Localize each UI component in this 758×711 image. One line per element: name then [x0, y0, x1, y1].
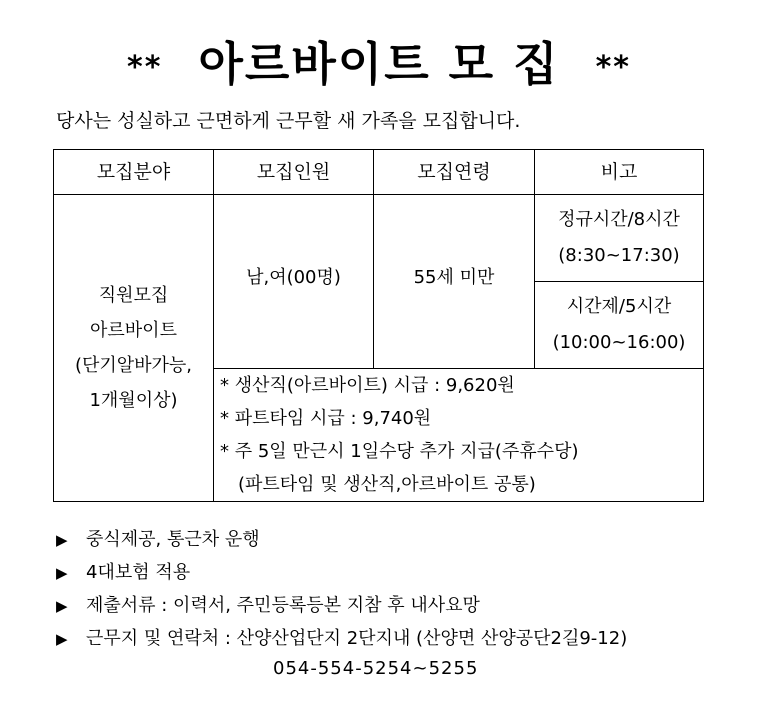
list-item-text: 제출서류 : 이력서, 주민등록등본 지참 후 내사요망: [86, 595, 480, 616]
contact-phone: 054-554-5254~5255: [273, 658, 479, 679]
note-line: 정규시간/8시간: [558, 209, 680, 230]
note-line: 시간제/5시간: [566, 296, 672, 317]
list-item-text: 4대보험 적용: [86, 562, 191, 583]
field-cell: [54, 195, 214, 502]
page-title: [0, 28, 758, 94]
list-item: [56, 523, 627, 556]
bullet-list: [56, 523, 627, 655]
note-cell-parttime: [535, 282, 704, 369]
intro-text: 당사는 성실하고 근면하게 근무할 새 가족을 모집합니다.: [56, 110, 521, 132]
header-age: 모집연령: [374, 150, 535, 195]
wage-line: * 주 5일 만근시 1일수당 추가 지급(주휴수당): [220, 441, 579, 462]
note-line: (10:00~16:00): [552, 332, 686, 353]
list-item-text: 중식제공, 통근차 운행: [86, 529, 260, 550]
header-field: 모집분야: [54, 150, 214, 195]
triangle-right-icon: ▶: [56, 564, 68, 582]
wage-line: (파트타임 및 생산직,아르바이트 공통): [238, 474, 536, 495]
title-right-stars: **: [595, 50, 631, 85]
recruitment-table: [53, 149, 704, 502]
triangle-right-icon: ▶: [56, 597, 68, 615]
field-line: 1개월이상): [89, 390, 178, 411]
headcount-cell: 남,여(00명): [214, 195, 374, 369]
title-left-stars: **: [127, 50, 163, 85]
table-header-row: [54, 150, 704, 195]
age-cell: 55세 미만: [374, 195, 535, 369]
list-item-text: 근무지 및 연락처 : 산양산업단지 2단지내 (산양면 산양공단2길9-12): [86, 628, 628, 649]
header-notes: 비고: [535, 150, 704, 195]
list-item: [56, 556, 627, 589]
wage-cell: [214, 369, 704, 502]
table-row: [54, 195, 704, 282]
triangle-right-icon: ▶: [56, 630, 68, 648]
triangle-right-icon: ▶: [56, 531, 68, 549]
field-line: (단기알바가능,: [74, 355, 193, 376]
header-headcount: 모집인원: [214, 150, 374, 195]
field-line: 아르바이트: [90, 320, 177, 341]
note-cell-regular: [535, 195, 704, 282]
wage-line: * 생산직(아르바이트) 시급 : 9,620원: [220, 375, 515, 396]
field-line: 직원모집: [98, 285, 169, 306]
wage-line: * 파트타임 시급 : 9,740원: [220, 408, 432, 429]
note-line: (8:30~17:30): [558, 245, 680, 266]
list-item: [56, 622, 627, 655]
list-item: [56, 589, 627, 622]
title-text: 아르바이트 모 집: [198, 37, 560, 91]
